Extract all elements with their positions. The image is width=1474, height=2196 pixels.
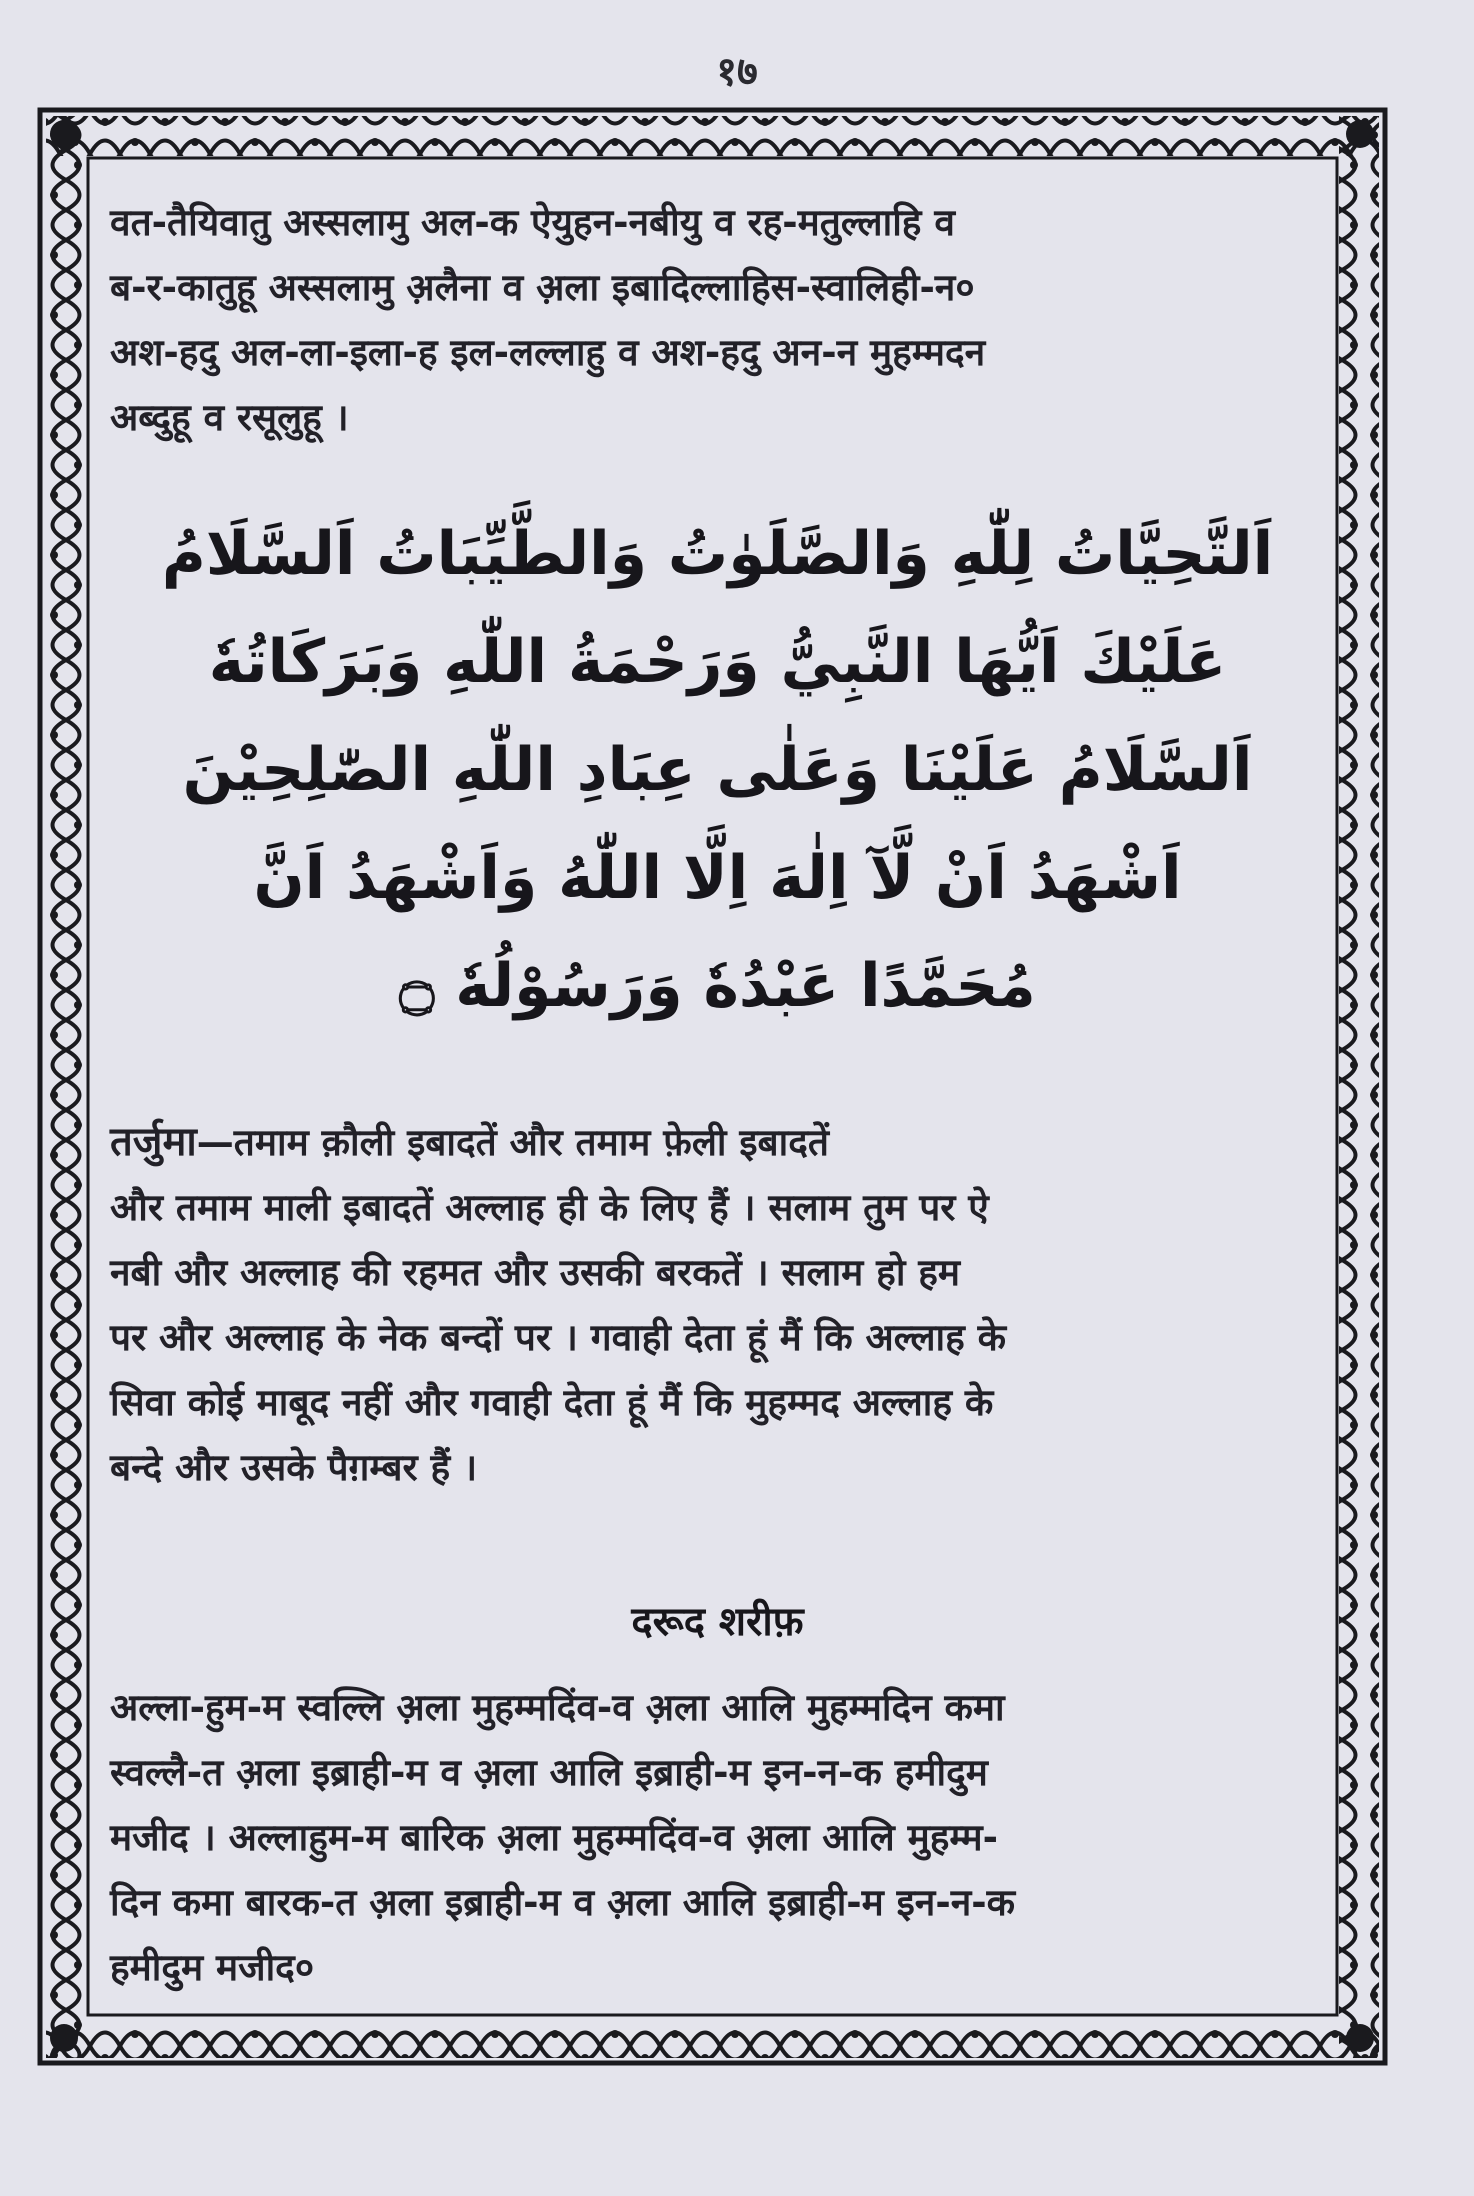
text-line: अल्ला-हुम-म स्वल्लि अ़ला मुहम्मदिंव-व अ़ला आलि मुहम्मदिन कमा (110, 1686, 1005, 1729)
text-line: हमीदुम मजीद० (110, 1946, 315, 1989)
text-line: नबी और अल्लाह की रहमत और उसकी बरकतें । सलाम हो हम (110, 1251, 961, 1294)
text-line: अब्दुहू व रसूलुहू । (110, 396, 349, 439)
page-content (110, 190, 1325, 2000)
text-line: मजीद । अल्लाहुम-म बारिक अ़ला मुहम्मदिंव-व अ़ला आलि मुहम्म- (110, 1816, 998, 1859)
text-line: दिन कमा बारक-त अ़ला इब्राही-म व अ़ला आलि इब्राही-म इन-न-क (110, 1881, 1016, 1924)
text-line: बन्दे और उसके पैग़म्बर हैं । (110, 1446, 478, 1489)
translation-label: तर्जुमा (110, 1119, 197, 1165)
arabic-line: اَشْهَدُ اَنْ لَّآ اِلٰهَ اِلَّا اللّٰهُ وَاَشْهَدُ اَنَّ (253, 843, 1182, 913)
arabic-line: اَلسَّلَامُ عَلَيْنَا وَعَلٰى عِبَادِ اللّٰهِ الصّٰلِحِيْنَ (182, 735, 1253, 805)
arabic-tashahhud (110, 500, 1325, 1040)
text-line: ब-र-कातुहू अस्सलामु अ़लैना व अ़ला इबादिल्लाहिस-स्वालिही-न० (110, 266, 975, 309)
text-line: स्वल्लै-त अ़ला इब्राही-म व अ़ला आलि इब्राही-म इन-न-क हमीदुम (110, 1751, 988, 1794)
page-number: १७ (716, 48, 758, 95)
durood-heading: दरूद शरीफ़ (631, 1599, 804, 1645)
text-line: और तमाम माली इबादतें अल्लाह ही के लिए हैं । सलाम तुम पर ऐ (110, 1186, 989, 1229)
text-line: पर और अल्लाह के नेक बन्दों पर । गवाही देता हूं मैं कि अल्लाह के (110, 1316, 1007, 1359)
durood-paragraph (110, 1675, 1325, 2000)
text-line (110, 1110, 1325, 1175)
translation-first-line: —तमाम क़ौली इबादतें और तमाम फ़ेली इबादतें (196, 1121, 829, 1164)
arabic-line: مُحَمَّدًا عَبْدُهٗ وَرَسُوْلُهٗ ۝ (399, 951, 1036, 1021)
translation-paragraph (110, 1110, 1325, 1500)
arabic-line: عَلَيْكَ اَيُّهَا النَّبِيُّ وَرَحْمَةُ اللّٰهِ وَبَرَكَاتُهٗ (208, 627, 1227, 697)
text-line: वत-तैयिवातु अस्सलामु अल-क ऐयुहन-नबीयु व रह-मतुल्लाहि व (110, 201, 955, 244)
arabic-line: اَلتَّحِيَّاتُ لِلّٰهِ وَالصَّلَوٰتُ وَالطَّيِّبَاتُ اَلسَّلَامُ (161, 519, 1274, 589)
text-line: सिवा कोई माबूद नहीं और गवाही देता हूं मैं कि मुहम्मद अल्लाह के (110, 1381, 994, 1424)
text-line: अश-हदु अल-ला-इला-ह इल-लल्लाहु व अश-हदु अन-न मुहम्मदन (110, 331, 986, 374)
tashahhud-transliteration (110, 190, 1325, 450)
